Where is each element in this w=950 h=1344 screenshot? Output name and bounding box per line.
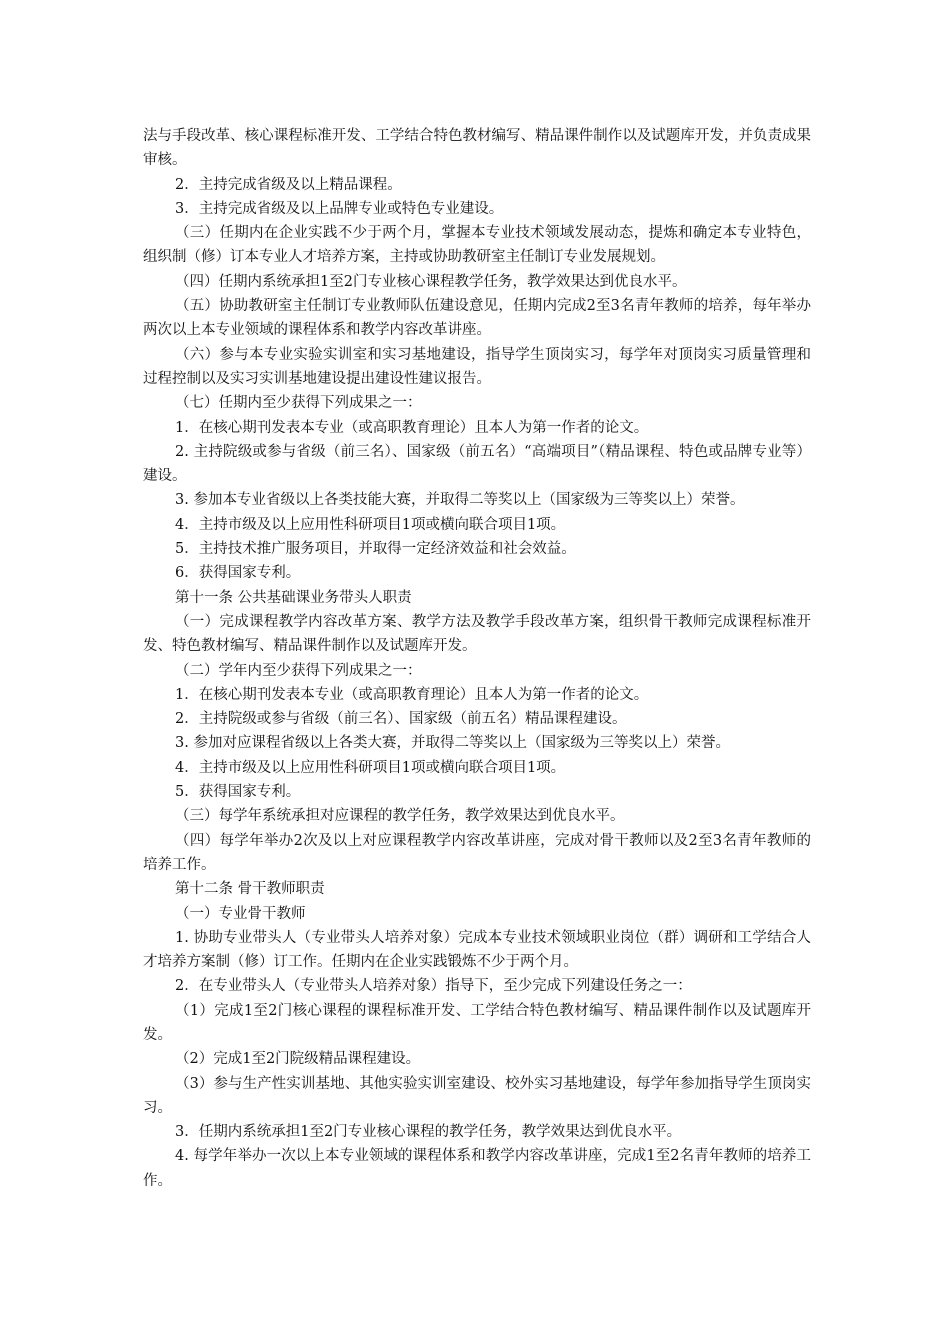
- paragraph: （四）每学年举办2次及以上对应课程教学内容改革讲座，完成对骨干教师以及2至3名青年教师的培养工作。: [143, 832, 811, 873]
- paragraph: 2. 主持院级或参与省级（前三名）、国家级（前五名）“高端项目”（精品课程、特色或品牌专业等）建设。: [143, 443, 811, 485]
- paragraph: 6．获得国家专利。: [175, 565, 301, 582]
- paragraph: （3）参与生产性实训基地、其他实验实训室建设、校外实习基地建设，每学年参加指导学生顶岗实习。: [143, 1075, 811, 1116]
- paragraph: （1）完成1至2门核心课程的课程标准开发、工学结合特色教材编写、精品课件制作以及试题库开发。: [143, 1002, 811, 1043]
- paragraph: 3. 参加本专业省级以上各类技能大赛，并取得二等奖以上（国家级为三等奖以上）荣誉。: [175, 492, 745, 509]
- paragraph: （2）完成1至2门院级精品课程建设。: [175, 1051, 421, 1068]
- paragraph: （三）每学年系统承担对应课程的教学任务，教学效果达到优良水平。: [175, 808, 625, 825]
- paragraph: 2．在专业带头人（专业带头人培养对象）指导下，至少完成下列建设任务之一：: [175, 978, 692, 995]
- paragraph: 3．主持完成省级及以上品牌专业或特色专业建设。: [175, 200, 504, 217]
- paragraph: 1．在核心期刊发表本专业（或高职教育理论）且本人为第一作者的论文。: [175, 419, 649, 436]
- paragraph: 4. 每学年举办一次以上本专业领域的课程体系和教学内容改革讲座，完成1至2名青年教师的培养工作。: [143, 1148, 811, 1189]
- paragraph: （二）学年内至少获得下列成果之一：: [175, 662, 422, 679]
- paragraph: 4．主持市级及以上应用性科研项目1项或横向联合项目1项。: [175, 759, 566, 776]
- paragraph: 5．获得国家专利。: [175, 784, 301, 801]
- paragraph: 1．在核心期刊发表本专业（或高职教育理论）且本人为第一作者的论文。: [175, 686, 649, 703]
- paragraph: 3. 参加对应课程省级以上各类大赛，并取得二等奖以上（国家级为三等奖以上）荣誉。: [175, 735, 730, 752]
- paragraph: （一）专业骨干教师: [175, 905, 306, 922]
- paragraph: （五）协助教研室主任制订专业教师队伍建设意见，任期内完成2至3名青年教师的培养，每年举办两次以上本专业领域的课程体系和教学内容改革讲座。: [143, 298, 811, 339]
- document-page: [143, 124, 811, 1193]
- article-heading: 第十一条 公共基础课业务带头人职责: [175, 589, 412, 606]
- paragraph: （三）任期内在企业实践不少于两个月，掌握本专业技术领域发展动态，提炼和确定本专业特色，组织制（修）订本专业人才培养方案，主持或协助教研室主任制订专业发展规划。: [143, 225, 811, 266]
- paragraph: 1. 协助专业带头人（专业带头人培养对象）完成本专业技术领域职业岗位（群）调研和工学结合人才培养方案制（修）订工作。任期内在企业实践锻炼不少于两个月。: [143, 929, 811, 971]
- paragraph: 2．主持完成省级及以上精品课程。: [175, 176, 402, 193]
- paragraph: （六）参与本专业实验实训室和实习基地建设，指导学生顶岗实习，每学年对顶岗实习质量管理和过程控制以及实习实训基地建设提出建设性建议报告。: [143, 346, 811, 387]
- paragraph: （四）任期内系统承担1至2门专业核心课程教学任务，教学效果达到优良水平。: [175, 273, 687, 290]
- paragraph: 5．主持技术推广服务项目，并取得一定经济效益和社会效益。: [175, 541, 576, 558]
- paragraph: 3．任期内系统承担1至2门专业核心课程的教学任务，教学效果达到优良水平。: [175, 1124, 682, 1141]
- paragraph: 法与手段改革、核心课程标准开发、工学结合特色教材编写、精品课件制作以及试题库开发，并负责成果审核。: [143, 128, 811, 169]
- paragraph: （一）完成课程教学内容改革方案、教学方法及教学手段改革方案，组织骨干教师完成课程标准开发、特色教材编写、精品课件制作以及试题库开发。: [143, 613, 811, 655]
- article-heading: 第十二条 骨干教师职责: [175, 881, 325, 898]
- paragraph: 4．主持市级及以上应用性科研项目1项或横向联合项目1项。: [175, 516, 566, 533]
- paragraph: （七）任期内至少获得下列成果之一：: [175, 395, 422, 412]
- paragraph: 2．主持院级或参与省级（前三名）、国家级（前五名）精品课程建设。: [175, 711, 627, 728]
